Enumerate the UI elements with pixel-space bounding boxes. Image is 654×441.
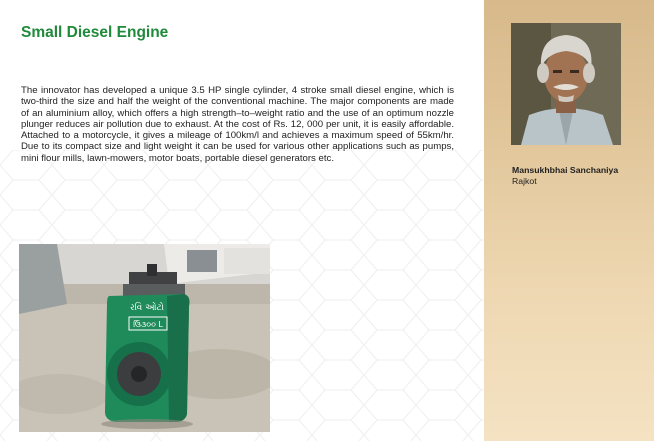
article-title: Small Diesel Engine (21, 24, 169, 41)
article-body: The innovator has developed a unique 3.5 HP single cylinder, 4 stroke small diesel engine, which is two-third the size and half the weight of the conventional machine. The major components are made of an aluminium alloy, which offers a high strength–to–weight ratio and the use of an optimum nozzle plunger reduces air pollution due to exhaust. At the cost of Rs. 12, 000 per unit, it is easily affordable. Attached to a motorcycle, it gives a mileage of 100km/l and achieves a maximum speed of 55km/hr. Due to its compact size and light weight it can be used for various other applications such as pumps, mini flour mills, lawn-mowers, motor boats, portable diesel generators etc. (21, 85, 454, 164)
engine-photo (19, 244, 270, 432)
engine-photo-graphic (19, 244, 270, 432)
engine-model-label: ઉિ૩૦૦ L (133, 320, 163, 329)
innovator-sidebar (484, 0, 654, 441)
engine-brand-label: રવિ ઓટો (129, 303, 165, 313)
innovator-place: Rajkot (512, 176, 537, 186)
innovator-name: Mansukhbhai Sanchaniya (512, 165, 619, 175)
portrait-graphic (511, 23, 621, 145)
innovator-portrait (511, 23, 621, 145)
